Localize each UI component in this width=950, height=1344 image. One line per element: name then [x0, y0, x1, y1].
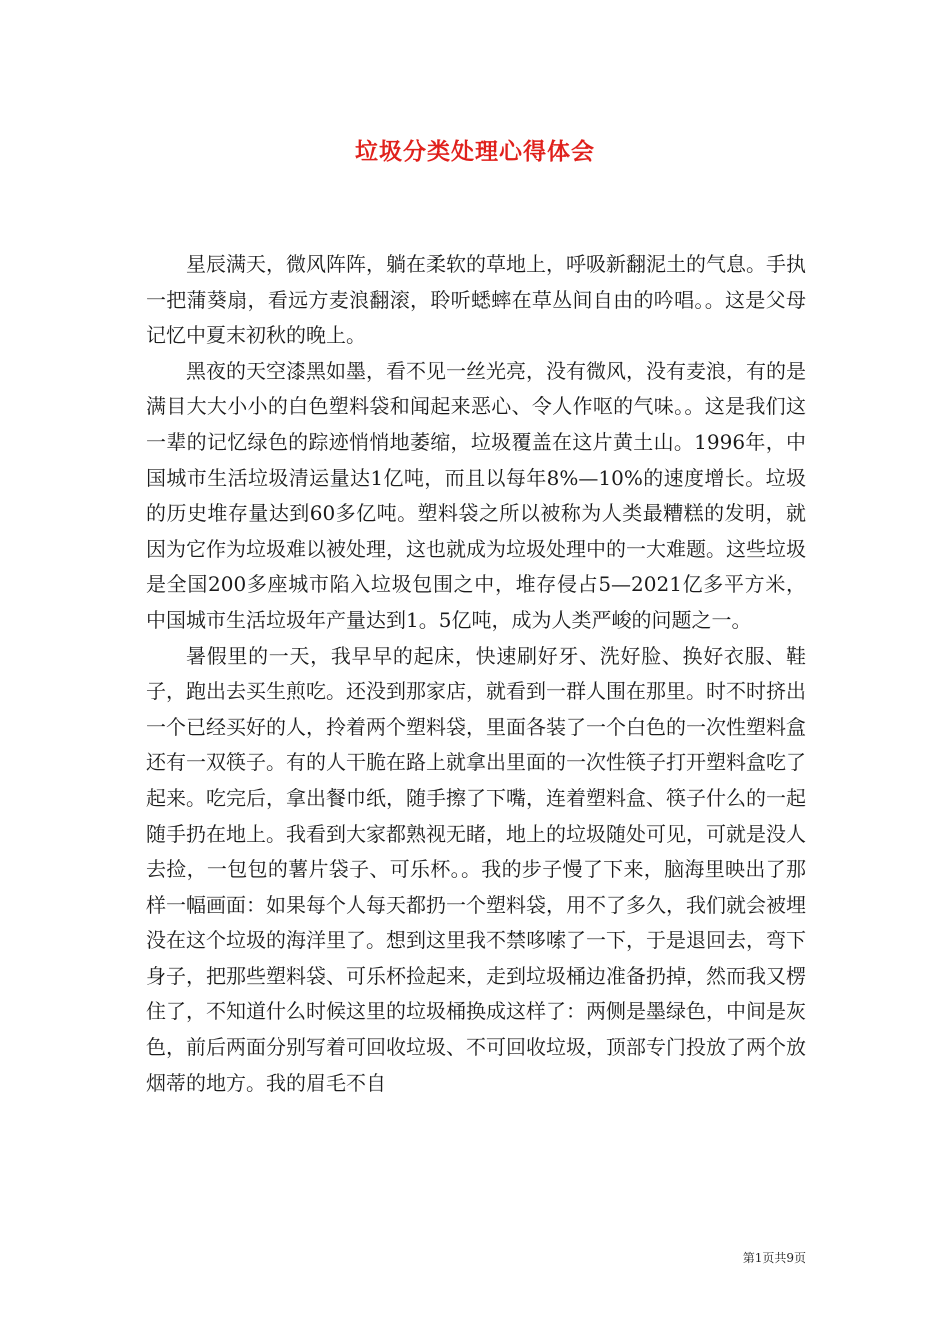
page-footer [0, 1249, 806, 1266]
paragraph-3: 暑假里的一天，我早早的起床，快速刷好牙、洗好脸、换好衣服、鞋子，跑出去买生煎吃。还没到那家店，就看到一群人围在那里。时不时挤出一个已经买好的人，拎着两个塑料袋，里面各装了一个白色的一次性塑料盒还有一双筷子。有的人干脆在路上就拿出里面的一次性筷子打开塑料盒吃了起来。吃完后，拿出餐巾纸，随手擦了下嘴，连着塑料盒、筷子什么的一起随手扔在地上。我看到大家都熟视无睹，地上的垃圾随处可见，可就是没人去捡，一包包的薯片袋子、可乐杯。。我的步子慢了下来，脑海里映出了那样一幅画面：如果每个人每天都扔一个塑料袋，用不了多久，我们就会被埋没在这个垃圾的海洋里了。想到这里我不禁哆嗦了一下，于是退回去，弯下身子，把那些塑料袋、可乐杯捡起来，走到垃圾桶边准备扔掉，然而我又楞住了，不知道什么时候这里的垃圾桶换成这样了：两侧是墨绿色，中间是灰色，前后两面分别写着可回收垃圾、不可回收垃圾，顶部专门投放了两个放烟蒂的地方。我的眉毛不自 [146, 643, 806, 1095]
paragraph-2: 黑夜的天空漆黑如墨，看不见一丝光亮，没有微风，没有麦浪，有的是满目大大小小的白色塑料袋和闻起来恶心、令人作呕的气味。。这是我们这一辈的记忆绿色的踪迹悄悄地萎缩，垃圾覆盖在这片黄土山。1996年，中国城市生活垃圾清运量达1亿吨，而且以每年8%—10%的速度增长。垃圾的历史堆存量达到60多亿吨。塑料袋之所以被称为人类最糟糕的发明，就因为它作为垃圾难以被处理，这也就成为垃圾处理中的一大难题。这些垃圾是全国200多座城市陷入垃圾包围之中，堆存侵占5—2021亿多平方米，中国城市生活垃圾年产量达到1。5亿吨，成为人类严峻的问题之一。 [146, 358, 806, 632]
document-title: 垃圾分类处理心得体会 [355, 138, 595, 165]
page-indicator: 第1页共9页 [742, 1251, 806, 1265]
document-body [146, 247, 806, 1101]
paragraph-1: 星辰满天，微风阵阵，躺在柔软的草地上，呼吸新翻泥土的气息。手执一把蒲葵扇，看远方麦浪翻滚，聆听蟋蟀在草丛间自由的吟唱。。这是父母记忆中夏末初秋的晚上。 [146, 252, 806, 348]
